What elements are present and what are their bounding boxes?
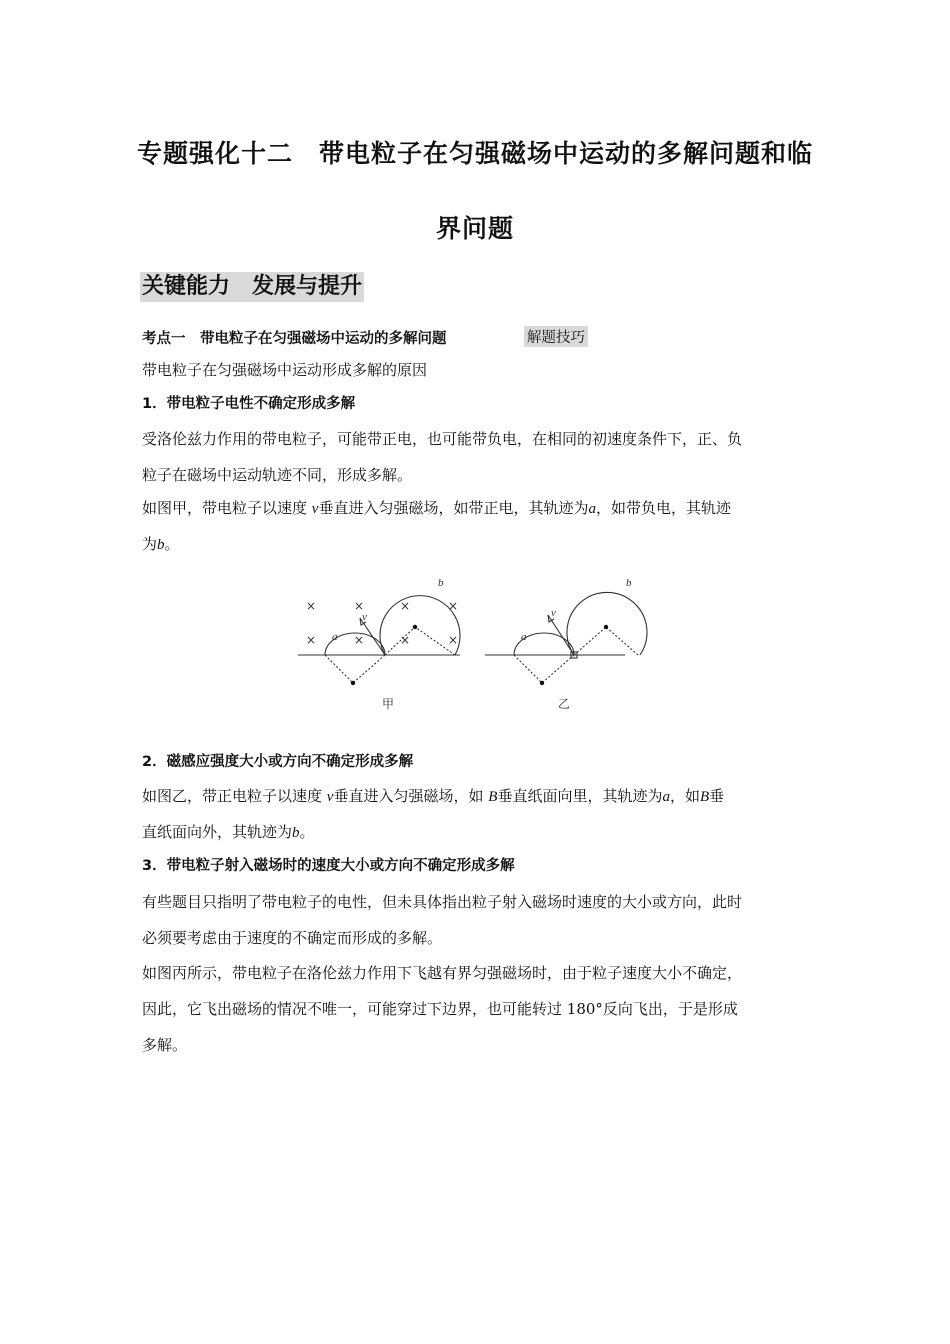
var-v: v — [326, 789, 334, 805]
item3-p1-line2: 必须要考虑由于速度的不确定而形成的多解。 — [142, 929, 443, 947]
cross-mark: × — [354, 599, 365, 613]
text: 垂直纸面向里，其轨迹为 — [497, 787, 663, 805]
label-a-jia: a — [332, 631, 338, 643]
radius-a1-jia — [325, 655, 353, 683]
center-b-jia — [413, 625, 417, 629]
var-b: b — [157, 537, 165, 553]
radius-a1-yi — [514, 655, 542, 683]
item1-para2-line1 — [142, 498, 731, 519]
item1-heading: 1．带电粒子电性不确定形成多解 — [142, 396, 356, 412]
center-a-jia — [351, 681, 355, 685]
text: 。 — [299, 823, 315, 841]
label-jia: 甲 — [382, 697, 395, 711]
cross-mark: × — [400, 633, 411, 647]
label-v-jia: v — [362, 611, 367, 623]
radius-a2-jia — [353, 655, 385, 683]
page-title-line1: 专题强化十二 带电粒子在匀强磁场中运动的多解问题和临 — [136, 139, 813, 168]
label-a-yi: a — [521, 631, 527, 643]
item3-p2-line3: 多解。 — [142, 1036, 188, 1054]
text: ，如 — [669, 787, 700, 805]
item2-line2 — [142, 822, 315, 843]
cross-mark: × — [354, 633, 365, 647]
text: 垂 — [709, 787, 725, 805]
item2-heading: 2．磁感应强度大小或方向不确定形成多解 — [142, 754, 414, 770]
cross-mark: × — [448, 599, 459, 613]
label-yi: 乙 — [558, 697, 571, 711]
topic-tag: 解题技巧 — [524, 326, 588, 347]
var-B: B — [488, 789, 498, 805]
item3-p2-line2: 因此，它飞出磁场的情况不唯一，可能穿过下边界，也可能转过 180°反向飞出，于是形成 — [142, 1000, 738, 1018]
label-v-yi: v — [551, 607, 556, 619]
section-heading: 关键能力 发展与提升 — [140, 272, 364, 302]
page-title-line2: 界问题 — [435, 214, 514, 243]
center-b-yi — [604, 625, 608, 629]
text: 垂直进入匀强磁场，如 — [333, 787, 484, 805]
item3-heading: 3．带电粒子射入磁场时的速度大小或方向不确定形成多解 — [142, 858, 515, 874]
cross-mark: × — [306, 633, 317, 647]
radius-b1-yi — [574, 627, 606, 655]
var-B: B — [699, 789, 710, 805]
var-v: v — [311, 501, 319, 517]
var-a: a — [662, 789, 670, 805]
trajectory-b-yi — [567, 592, 647, 655]
cross-mark: × — [306, 599, 317, 613]
figure-jia — [298, 596, 460, 683]
text: ，如带负电，其轨迹 — [595, 499, 731, 517]
var-b: b — [292, 825, 300, 841]
figure-trajectories — [290, 570, 630, 720]
item3-p2-line1: 如图丙所示，带电粒子在洛伦兹力作用下飞越有界匀强磁场时，由于粒子速度大小不确定， — [142, 964, 743, 982]
text: 。 — [164, 535, 180, 553]
label-b-yi: b — [626, 577, 632, 589]
item1-para2-line2 — [142, 534, 180, 555]
text: 如图乙，带正电粒子以速度 — [142, 787, 323, 805]
item1-para1-line2: 粒子在磁场中运动轨迹不同，形成多解。 — [142, 466, 413, 484]
text: 垂直进入匀强磁场，如带正电，其轨迹为 — [318, 499, 589, 517]
center-a-yi — [540, 681, 544, 685]
text: 如图甲，带电粒子以速度 — [142, 499, 308, 517]
label-b-jia: b — [438, 577, 444, 589]
figure-yi — [485, 592, 647, 683]
var-a: a — [588, 501, 596, 517]
item1-para1-line1: 受洛伦兹力作用的带电粒子，可能带正电，也可能带负电，在相同的初速度条件下，正、负 — [142, 430, 743, 448]
topic-heading: 考点一 带电粒子在匀强磁场中运动的多解问题 — [142, 331, 447, 347]
text: 为 — [142, 535, 158, 553]
item2-line1 — [142, 786, 724, 807]
text: 直纸面向外，其轨迹为 — [142, 823, 293, 841]
intro-text: 带电粒子在匀强磁场中运动形成多解的原因 — [142, 361, 428, 379]
radius-b2-yi — [606, 627, 638, 655]
radius-a2-yi — [542, 655, 574, 683]
velocity-arrow-yi — [548, 615, 574, 655]
item3-p1-line1: 有些题目只指明了带电粒子的电性，但未具体指出粒子射入磁场时速度的大小或方向，此时 — [142, 893, 743, 911]
cross-mark: × — [400, 599, 411, 613]
cross-mark: × — [448, 633, 459, 647]
